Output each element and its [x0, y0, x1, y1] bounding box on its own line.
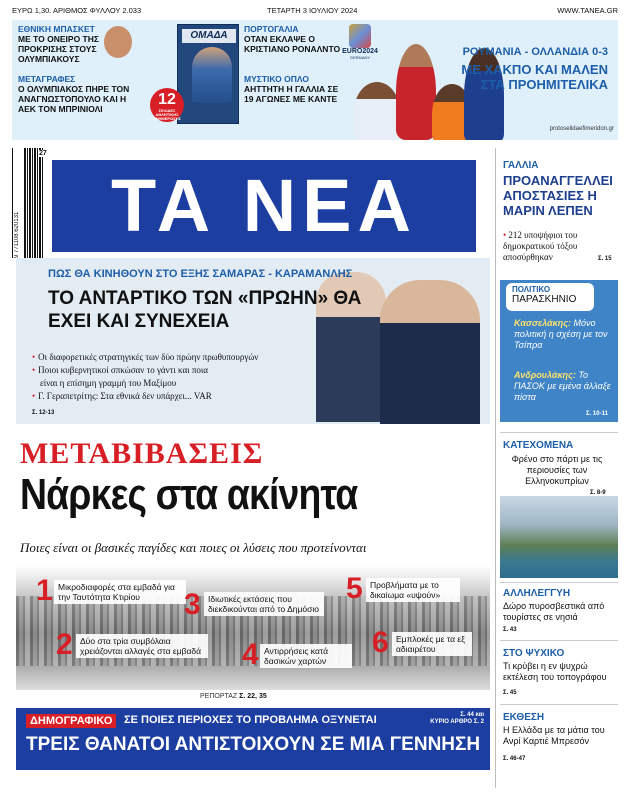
divider: [500, 432, 618, 433]
divider: [500, 640, 618, 641]
demo-subkicker: ΣΕ ΠΟΙΕΣ ΠΕΡΙΟΧΕΣ ΤΟ ΠΡΟΒΛΗΜΑ ΟΞΥΝΕΤΑΙ: [124, 714, 377, 726]
infographic-item: Προβλήματα με το δικαίωμα «υψούν»: [366, 578, 460, 602]
lead-subtitle: Ποιες είναι οι βασικές παγίδες και ποιες οι λύσεις που προτείνονται: [20, 540, 367, 555]
story2-bullet: • Γ. Γεραπετρίτης: Στα εθνικά δεν υπάρχει... VAR: [32, 391, 212, 401]
allileggyi-kicker: ΑΛΛΗΛΕΓΓΥΗ: [503, 588, 571, 599]
match-score: ΡΟΥΜΑΝΙΑ - ΟΛΛΑΝΔΙΑ 0-3: [462, 46, 608, 58]
column-divider: [495, 148, 496, 788]
promo-text: ΟΤΑΝ ΕΚΛΑΨΕ Ο ΚΡΙΣΤΙΑΝΟ ΡΟΝΑΛΝΤΟ: [244, 34, 341, 54]
barcode-issue: 27: [39, 150, 47, 157]
gallia-page: Σ. 15: [598, 256, 612, 262]
demo-page1: Σ. 44 και: [460, 712, 484, 718]
allileggyi-text[interactable]: Δώρο πυροσβεστικά από τουρίστες σε νησιά: [503, 601, 605, 622]
katexomena-photo: [500, 496, 618, 578]
politiko-kicker: ΠΟΛΙΤΙΚΟ: [512, 285, 551, 294]
allileggyi-page: Σ. 43: [503, 627, 517, 633]
katexomena-text[interactable]: Φρένο στο πάρτι με τις περιουσίες των Ελληνοκυπρίων: [511, 454, 603, 486]
psyxiko-kicker: ΣΤΟ ΨΥΧΙΚΟ: [503, 648, 565, 659]
promo-kicker: ΠΟΡΤΟΓΑΛΙΑ: [244, 24, 299, 34]
story2-bullet: • Ποιοι κυβερνητικοί σπκώσαν το γάντι και ποια: [32, 365, 208, 375]
item-number: 5: [346, 572, 363, 605]
politiko-item-kasselakis[interactable]: [514, 318, 614, 351]
euro-logo-sub: GERMANY: [349, 55, 371, 60]
pages-badge: [150, 88, 184, 122]
demo-pages: [420, 712, 484, 726]
ekthesi-page: Σ. 46-47: [503, 756, 526, 762]
source-credit: protoselidaefimeridon.gr: [549, 126, 614, 132]
katexomena-kicker: ΚΑΤΕΧΟΜΕΝΑ: [503, 440, 574, 451]
infographic-item: Μικροδιαφορές στα εμβαδά για την Ταυτότητα Κτιρίου: [54, 580, 186, 604]
player-photo: [396, 44, 436, 140]
item-number: 4: [242, 638, 259, 671]
promo-secret-weapon[interactable]: [244, 74, 344, 104]
match-headline[interactable]: ΜΕ ΧΑΚΠΟ ΚΑΙ ΜΑΛΕΝ ΣΤΑ ΠΡΟΗΜΙΤΕΛΙΚΑ: [461, 62, 608, 92]
promo-text: ΑΗΤΤΗΤΗ Η ΓΑΛΛΙΑ ΣΕ 19 ΑΓΩΝΕΣ ΜΕ ΚΑΝΤΕ: [244, 84, 339, 104]
euro-logo-text: EURO2024: [342, 48, 378, 55]
politician-photo: [380, 280, 480, 424]
katexomena-page: Σ. 8-9: [590, 490, 606, 496]
coach-photo: [104, 26, 132, 58]
politiko-item-text: Το ΠΑΣΟΚ με εμένα άλλαξε πίστα: [514, 370, 611, 402]
demo-title[interactable]: ΤΡΕΙΣ ΘΑΝΑΤΟΙ ΑΝΤΙΣΤΟΙΧΟΥΝ ΣΕ ΜΙΑ ΓΕΝΝΗΣΗ: [26, 734, 481, 755]
infographic-item: Ιδιωτικές εκτάσεις που διεκδικούνται από το Δημόσιο: [204, 592, 324, 616]
divider: [500, 704, 618, 705]
gallia-text-body: 212 υποψήφιοι του δημοκρατικού τόξου αποσύρθηκαν: [503, 230, 578, 262]
real-estate-infographic[interactable]: [16, 566, 490, 690]
politiko-header: [506, 283, 594, 311]
report-label: ΡΕΠΟΡΤΑΖ: [200, 693, 238, 700]
story2-bullet-cont: είναι η επίσημη γραμμή του Μαξίμου: [40, 378, 177, 388]
lead-title[interactable]: Νάρκες στα ακίνητα: [20, 470, 358, 519]
bullet-icon: •: [503, 230, 509, 240]
gallia-kicker: ΓΑΛΛΙΑ: [503, 160, 539, 171]
demo-page2: ΚΥΡΙΟ ΑΡΘΡΟ Σ. 2: [430, 719, 484, 725]
magazine-player-photo: [192, 47, 232, 103]
lead-kicker: ΜΕΤΑΒΙΒΑΣΕΙΣ: [20, 437, 264, 470]
promo-text: ΜΕ ΤΟ ΟΝΕΙΡΟ ΤΗΣ ΠΡΟΚΡΙΣΗΣ ΣΤΟΥΣ ΟΛΥΜΠΙΑΚΟΥΣ: [18, 34, 99, 64]
report-pages: [200, 693, 267, 700]
barcode-number: 9 771108 620131: [14, 148, 24, 258]
top-bar: [12, 6, 618, 18]
demo-kicker: ΔΗΜΟΓΡΑΦΙΚΟ: [26, 714, 116, 728]
promo-transfers[interactable]: [18, 74, 146, 114]
divider: [500, 582, 618, 583]
issue-date: ΤΕΤΑΡΤΗ 3 ΙΟΥΛΙΟΥ 2024: [267, 6, 358, 15]
player-photo: [354, 82, 400, 140]
psyxiko-text[interactable]: Τι κρύβει η εν ψυχρώ εκτέλεση του τοπογράφου: [503, 661, 607, 682]
promo-basketball[interactable]: [18, 24, 116, 64]
promo-portugal[interactable]: [244, 24, 344, 54]
politiko-item-text: Μόνο πολιτική η σχέση με τον Τσίπρα: [514, 318, 608, 350]
story2-kicker: ΠΩΣ ΘΑ ΚΙΝΗΘΟΥΝ ΣΤΟ ΕΞΗΣ ΣΑΜΑΡΑΣ - ΚΑΡΑΜΑΝΛΗΣ: [48, 268, 353, 280]
report-page-numbers: Σ. 22, 35: [239, 693, 267, 700]
site-link[interactable]: WWW.TANEA.GR: [557, 6, 618, 15]
politiko-item-name: Ανδρουλάκης:: [514, 370, 576, 380]
promo-kicker: ΜΕΤΑΓΡΑΦΕΣ: [18, 74, 76, 84]
infographic-item: Δύο στα τρία συμβόλαια χρειάζονται αλλαγές στα εμβαδά: [76, 634, 208, 658]
psyxiko-page: Σ. 45: [503, 690, 517, 696]
infographic-item: Εμπλοκές με τα εξ αδιαιρέτου: [392, 632, 472, 656]
story2-page: Σ. 12-13: [32, 410, 55, 416]
badge-text: ΣΕΛΙΔΕΣ ΑΘΛΗΤΙΚΗΣ ΕΝΗΜΕΡΩΣΗΣ: [152, 108, 181, 121]
promo-kicker: ΕΘΝΙΚΗ ΜΠΑΣΚΕΤ: [18, 24, 95, 34]
item-number: 3: [184, 588, 201, 621]
infographic-item: Αντιρρήσεις κατά δασικών χαρτών: [260, 644, 352, 668]
story2-title[interactable]: ΤΟ ΑΝΤΑΡΤΙΚΟ ΤΩΝ «ΠΡΩΗΝ» ΘΑ ΕΧΕΙ ΚΑΙ ΣΥΝΕΧΕΙΑ: [48, 288, 362, 332]
sports-banner[interactable]: [12, 20, 618, 140]
politiko-item-androulakis[interactable]: [514, 370, 614, 403]
ekthesi-kicker: ΕΚΘΕΣΗ: [503, 712, 545, 723]
magazine-title: ΟΜΑΔΑ: [182, 29, 236, 43]
promo-kicker: ΜΥΣΤΙΚΟ ΟΠΛΟ: [244, 74, 309, 84]
trophy-icon: [349, 24, 371, 48]
euro2024-logo: [338, 24, 382, 60]
item-number: 1: [36, 574, 53, 607]
story2-bullet: • Οι διαφορετικές στρατηγικές των δύο πρώην πρωθυπουργών: [32, 352, 258, 362]
ekthesi-text[interactable]: Η Ελλάδα με τα μάτια του Ανρί Καρτιέ Μπρεσόν: [503, 725, 605, 746]
newspaper-logo[interactable]: ΤΑ ΝΕΑ: [52, 160, 476, 252]
item-number: 6: [372, 626, 389, 659]
badge-number: 12: [158, 91, 176, 108]
magazine-cover[interactable]: [177, 24, 239, 124]
politiko-page: Σ. 10-11: [586, 411, 608, 417]
politiko-item-name: Κασσελάκης:: [514, 318, 571, 328]
politiko-title: ΠΑΡΑΣΚΗΝΙΟ: [512, 294, 577, 305]
promo-text: Ο ΟΛΥΜΠΙΑΚΟΣ ΠΗΡΕ ΤΟΝ ΑΝΑΓΝΩΣΤΟΠΟΥΛΟ ΚΑΙ Η ΑΕΚ ΤΟΝ ΜΠΡΙΝΙΟΛΙ: [18, 84, 130, 114]
gallia-title[interactable]: ΠΡΟΑΝΑΓΓΕΛΛΕΙ ΑΠΟΣΤΑΣΙΕΣ Η ΜΑΡΙΝ ΛΕΠΕΝ: [503, 173, 613, 218]
item-number: 2: [56, 628, 73, 661]
issue-price: ΕΥΡΩ 1,30. ΑΡΙΘΜΟΣ ΦΥΛΛΟΥ 2.033: [12, 6, 142, 15]
